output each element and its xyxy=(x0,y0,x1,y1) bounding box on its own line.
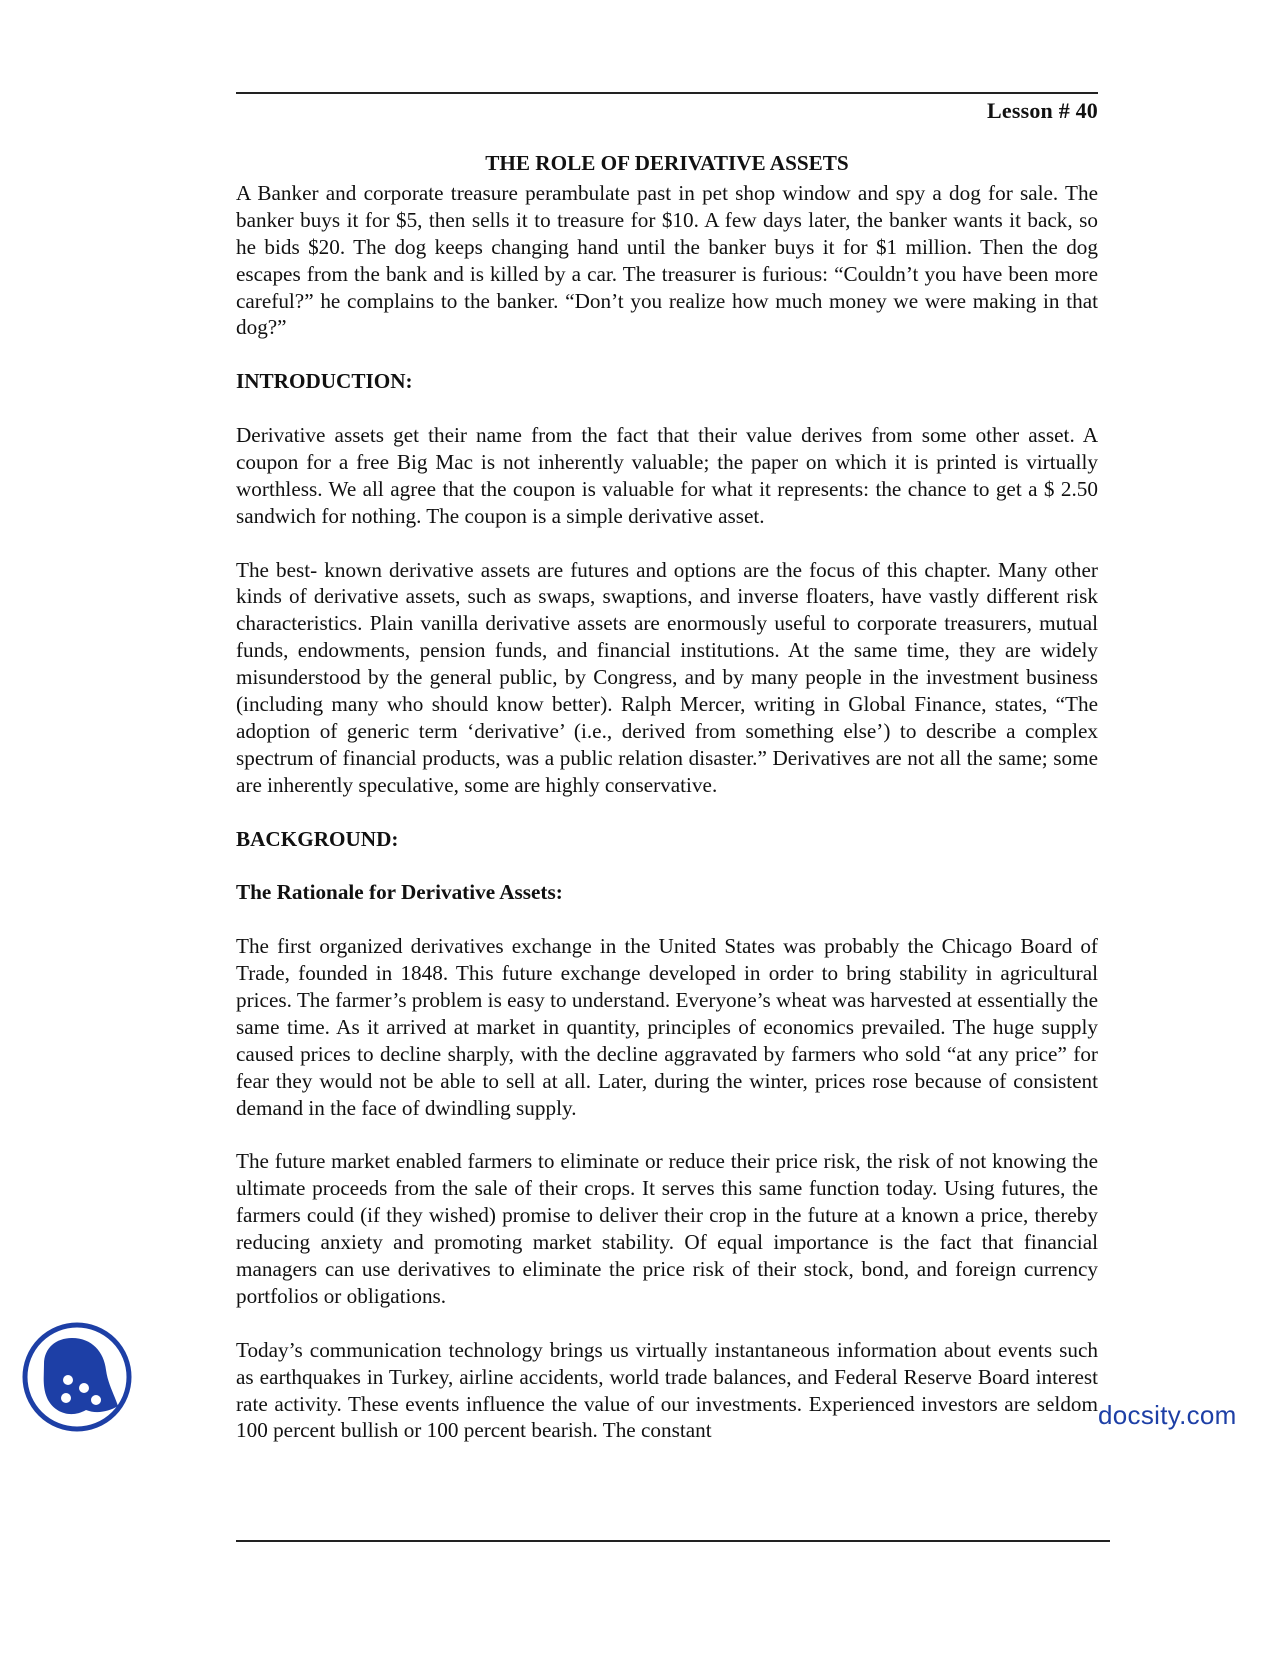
background-heading: BACKGROUND: xyxy=(236,826,399,851)
background-paragraph-2: The future market enabled farmers to eliminate or reduce their price risk, the risk of not knowing the ultimate proceeds from the sale of their crops. It serves this same function today. Using futures, the farmers could (if they wished) promise to deliver their crop in the future at a known a price, thereby reducing anxiety and promoting market stability. Of equal importance is the fact that financial managers can use derivatives to eliminate the price risk of their stock, bond, and foreign currency portfolios or obligations. xyxy=(236,1149,1098,1308)
introduction-paragraph-1: Derivative assets get their name from the fact that their value derives from some other asset. A coupon for a free Big Mac is not inherently valuable; the paper on which it is printed is virtually worthless. We all agree that the coupon is valuable for what it represents: the chance to get a $ 2.50 sandwich for nothing. The coupon is a simple derivative asset. xyxy=(236,423,1098,528)
introduction-paragraph-2: The best- known derivative assets are futures and options are the focus of this chapter. Many other kinds of derivative assets, such as swaps, swaptions, and inverse floaters, have vastly different risk characteristics. Plain vanilla derivative assets are enormously useful to corporate treasurers, mutual funds, endowments, pension funds, and financial institutions. At the same time, they are widely misunderstood by the general public, by Congress, and by many people in the investment business (including many who should know better). Ralph Mercer, writing in Global Finance, states, “The adoption of generic term ‘derivative’ (i.e., derived from something else’) to describe a complex spectrum of financial products, was a public relation disaster.” Derivatives are not all the same; some are inherently speculative, some are highly conservative. xyxy=(236,557,1098,797)
lesson-number: Lesson # 40 xyxy=(987,98,1098,123)
background-paragraph-3: Today’s communication technology brings us virtually instantaneous information about events such as earthquakes in Turkey, airline accidents, world trade balances, and Federal Reserve Board interest rate activity. These events influence the value of our investments. Experienced investors are seldom 100 percent bullish or 100 percent bearish. The constant xyxy=(236,1337,1098,1443)
docsity-logo-icon xyxy=(22,1322,132,1432)
background-paragraph-1: The first organized derivatives exchange in the United States was probably the Chicago Board of Trade, founded in 1848. This future exchange developed in order to bring stability in agricultural prices. The farmer’s problem is easy to understand. Everyone’s wheat was harvested at essentially the same time. As it arrived at market in quantity, principles of economics prevailed. The huge supply caused prices to decline sharply, with the decline aggravated by farmers who sold “at any price” for fear they would not be able to sell at all. Later, during the winter, prices rose because of consistent demand in the face of dwindling supply. xyxy=(236,934,1098,1120)
page-title: THE ROLE OF DERIVATIVE ASSETS xyxy=(485,151,849,175)
footer-rule xyxy=(236,1540,1110,1542)
intro-anecdote-paragraph: A Banker and corporate treasure perambulate past in pet shop window and spy a dog for sale. The banker buys it for $5, then sells it to treasure for $10. A few days later, the banker wants it back, so he bids $20. The dog keeps changing hand until the banker buys it for $1 million. Then the dog escapes from the bank and is killed by a car. The treasurer is furious: “Couldn’t you have been more careful?” he complains to the banker. “Don’t you realize how much money we were making in that dog?” xyxy=(236,180,1098,340)
document-body xyxy=(236,150,1098,1471)
rationale-subheading: The Rationale for Derivative Assets: xyxy=(236,880,563,905)
header-rule xyxy=(236,92,1098,94)
introduction-heading: INTRODUCTION: xyxy=(236,369,413,394)
docsity-watermark[interactable]: docsity.com xyxy=(1098,1400,1237,1430)
